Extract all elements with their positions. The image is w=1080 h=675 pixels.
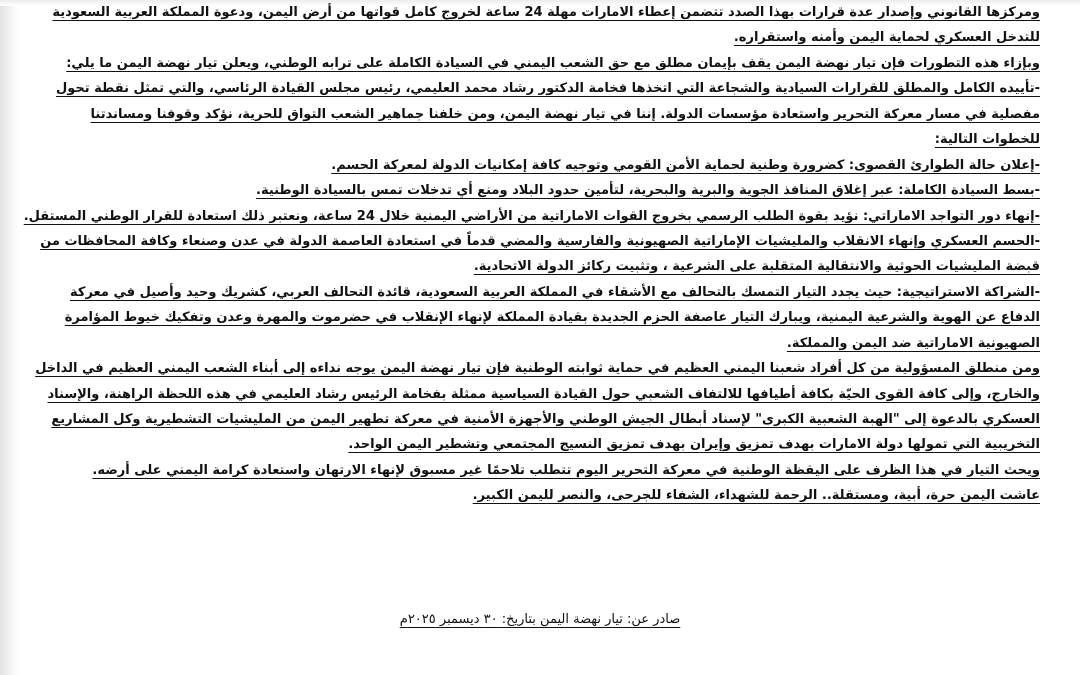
text-line: -بسط السيادة الكاملة: عبر إغلاق المنافذ الجوية والبرية والبحرية، لتأمين حدود البلاد ومنع أي تدخلات تمس بالسيادة الوطنية. xyxy=(256,183,1040,199)
text-line: قبضة المليشيات الحوثية والانتقالية المتقلبة على الشرعية ، وتثبيت ركائز الدولة الاتحادية. xyxy=(473,259,1040,275)
text-line: العسكري بالدعوة إلى "الهبة الشعبية الكبرى" لإسناد أبطال الجيش الوطني والأجهزة الأمنية في معركة تطهير اليمن من المليشيات التشطيرية وكل المشاريع xyxy=(51,412,1040,427)
text-line: الدفاع عن الهوية والشرعية اليمنية، ويبارك التيار عاصفة الحزم الجديدة بقيادة المملكة لإنهاء الإنقلاب في حضرموت والمهرة وعدن وتفكيك خيوط المؤامرة xyxy=(64,310,1040,326)
text-line: للخطوات التالية: xyxy=(934,132,1040,148)
statement-body xyxy=(23,0,1040,509)
issuer-signature-line: صادر عن: تيار نهضة اليمن بتاريخ: ٣٠ ديسمبر ٢٠٢٥م xyxy=(399,612,681,627)
text-line: الصهيونية الاماراتية ضد اليمن والمملكة. xyxy=(786,335,1040,351)
text-line: ومن منطلق المسؤولية من كل أفراد شعبنا اليمني العظيم في حماية ثوابته الوطنية فإن تيار نهضة اليمن يوجه نداءه إلى أبناء الشعب اليمني العظيم في الداخل xyxy=(35,361,1040,377)
text-line: للتدخل العسكري لحماية اليمن وأمنه واستقراره. xyxy=(733,30,1040,46)
text-line: ويحث التيار في هذا الظرف على اليقظة الوطنية في معركة التحرير اليوم تتطلب تلاحمًا غير مسبوق لإنهاء الارتهان واستعادة كرامة اليمني على أرضه. xyxy=(92,462,1040,478)
text-line: والخارج، وإلى كافة القوى الحيّة بكافة أطيافها للالتفاف الشعبي حول القيادة السياسية ممثلة بفخامة الرئيس رشاد العليمي في هذه اللحظة الراهنة، والإسناد xyxy=(47,386,1040,402)
text-line: التخريبية التي تمولها دولة الامارات بهدف تمزيق وإيران بهدف تمزيق النسيج المجتمعي وتشطير اليمن الواحد. xyxy=(348,437,1040,453)
text-line: عاشت اليمن حرة، أبية، ومستقلة.. الرحمة للشهداء، الشفاء للجرحى، والنصر لليمن الكبير. xyxy=(472,488,1040,504)
page-edge-shadow xyxy=(0,0,18,675)
text-line: وبإزاء هذه التطورات فإن تيار نهضة اليمن يقف بإيمان مطلق مع حق الشعب اليمني في السيادة الكاملة على ترابه الوطني، ويعلن تيار نهضة اليمن ما يلي: xyxy=(66,55,1040,71)
text-line: ومركزها القانوني وإصدار عدة قرارات بهذا الصدد تتضمن إعطاء الامارات مهلة 24 ساعة لخروج كامل قواتها من أرض اليمن، ودعوة المملكة العربية السعودية xyxy=(52,5,1040,20)
text-line: -إنهاء دور التواجد الاماراتي: نؤيد بقوة الطلب الرسمي بخروج القوات الاماراتية من الأراضي اليمنية خلال 24 ساعة، ونعتبر ذلك استعادة للقرار الوطني المستقل. xyxy=(23,208,1040,224)
text-line: مفصلية في مسار معركة التحرير واستعادة مؤسسات الدولة. إننا في تيار نهضة اليمن، ومن خلفنا جماهير الشعب التواق للحرية، نؤكد وقوفنا ومساندتنا xyxy=(90,106,1040,122)
text-line: -الشراكة الاستراتيجية: حيث يجدد التيار التمسك بالتحالف مع الأشقاء في المملكة العربية السعودية، قائدة التحالف العربي، كشريك وحيد وأصيل في معركة xyxy=(70,284,1040,300)
text-line: -إعلان حالة الطوارئ القصوى: كضرورة وطنية لحماية الأمن القومي وتوجيه كافة إمكانيات الدولة لمعركة الحسم. xyxy=(331,157,1040,173)
text-line: -الحسم العسكري وإنهاء الانقلاب والمليشيات الإماراتية الصهيونية والفارسية والمضي قدماً في استعادة العاصمة الدولة في عدن وصنعاء وكافة المحافظات من xyxy=(40,233,1040,249)
text-line: -تأييده الكامل والمطلق للقرارات السيادية والشجاعة التي اتخذها فخامة الدكتور رشاد محمد العليمي، رئيس مجلس القيادة الرئاسي، والتي تمثل نقطة تحول xyxy=(55,81,1040,97)
